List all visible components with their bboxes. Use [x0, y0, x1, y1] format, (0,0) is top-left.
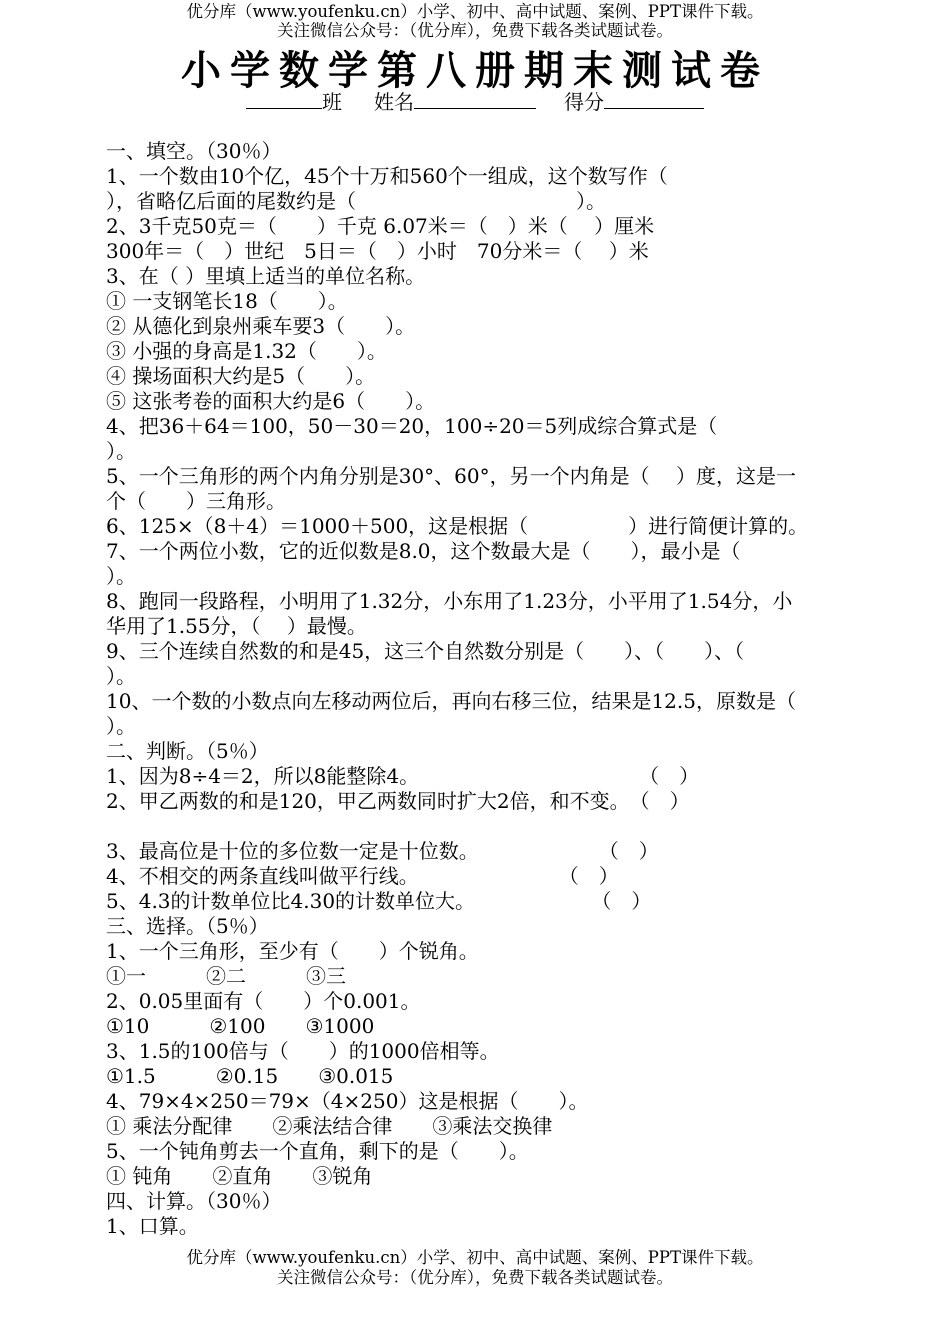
question-line: 华用了1.55分，（ ）最慢。: [106, 614, 367, 638]
question-line: ）。: [106, 564, 136, 588]
question-line: 5、一个钝角剪去一个直角，剩下的是（ ）。: [106, 1139, 529, 1163]
class-label: 班: [322, 90, 342, 114]
question-line: 8、跑同一段路程，小明用了1.32分，小东用了1.23分，小平用了1.54分，小: [106, 589, 793, 613]
question-line: 9、三个连续自然数的和是45，这三个自然数分别是（ ）、（ ）、（: [106, 639, 745, 663]
question-line: 3、最高位是十位的多位数一定是十位数。 （ ）: [106, 839, 659, 863]
option-line: ①1.5 ②0.15 ③0.015: [106, 1064, 394, 1088]
question-line: ③ 小强的身高是1.32（ ）。: [106, 339, 387, 363]
question-line: 4、把36＋64＝100，50－30＝20，100÷20＝5列成综合算式是（: [106, 414, 718, 438]
question-line: 2、0.05里面有（ ）个0.001。: [106, 989, 421, 1013]
question-line: ⑤ 这张考卷的面积大约是6（ ）。: [106, 389, 436, 413]
question-line: 7、一个两位小数，它的近似数是8.0，这个数最大是（ ），最小是（: [106, 539, 741, 563]
section-heading: 三、选择。（5％）: [106, 914, 269, 938]
section-heading: 二、判断。（5％）: [106, 739, 269, 763]
question-line: 5、4.3的计数单位比4.30的计数单位大。 （ ）: [106, 889, 652, 913]
question-line: 4、79×4×250＝79×（4×250）这是根据（ ）。: [106, 1089, 589, 1113]
question-line: 2、3千克50克＝（ ）千克 6.07米＝（ ）米（ ）厘米: [106, 214, 655, 238]
option-line: ①一 ②二 ③三: [106, 964, 346, 988]
option-line: ① 乘法分配律 ②乘法结合律 ③乘法交换律: [106, 1114, 553, 1138]
question-line: ④ 操场面积大约是5（ ）。: [106, 364, 376, 388]
question-line: 300年＝（ ）世纪 5日＝（ ）小时 70分米＝（ ）米: [106, 239, 649, 263]
section-heading: 一、填空。（30％）: [106, 139, 282, 163]
question-line: 6、125×（8＋4）＝1000＋500，这是根据（ ）进行简便计算的。: [106, 514, 809, 538]
score-label: 得分: [564, 90, 604, 114]
question-line: ），省略亿后面的尾数约是（ ）。: [106, 189, 606, 213]
header-line-1: 优分库（www.youfenku.cn）小学、初中、高中试题、案例、PPT课件下载。: [186, 2, 764, 21]
question-line: 5、一个三角形的两个内角分别是30°、60°，另一个内角是（ ）度，这是一: [106, 464, 796, 488]
question-line: ① 一支钢笔长18（ ）。: [106, 289, 348, 313]
question-line: 1、一个数由10个亿，45个十万和560个一组成，这个数写作（: [106, 164, 668, 188]
question-line: ）。: [106, 439, 136, 463]
question-line: 4、不相交的两条直线叫做平行线。 （ ）: [106, 864, 619, 888]
student-info-row: [0, 90, 950, 114]
header-line-2: 关注微信公众号：（优分库），免费下载各类试题试卷。: [277, 21, 673, 40]
question-line: ）。: [106, 714, 136, 738]
page-title: 小学数学第八册期末测试卷: [181, 48, 769, 94]
footer-line-1: 优分库（www.youfenku.cn）小学、初中、高中试题、案例、PPT课件下载。: [186, 1248, 764, 1267]
option-line: ① 钝角 ②直角 ③锐角: [106, 1164, 373, 1188]
footer-line-2: 关注微信公众号：（优分库），免费下载各类试题试卷。: [277, 1268, 673, 1287]
class-blank: [246, 90, 322, 109]
name-label: 姓名: [374, 90, 414, 114]
question-line: 3、在（ ）里填上适当的单位名称。: [106, 264, 426, 288]
question-line: 2、甲乙两数的和是120，甲乙两数同时扩大2倍，和不变。 （ ）: [106, 789, 690, 813]
question-line: ② 从德化到泉州乘车要3（ ）。: [106, 314, 416, 338]
section-heading: 四、计算。（30％）: [106, 1189, 282, 1213]
question-line: 1、口算。: [106, 1214, 199, 1238]
question-line: 10、一个数的小数点向左移动两位后，再向右移三位，结果是12.5，原数是（: [106, 689, 796, 713]
question-line: ）。: [106, 664, 136, 688]
score-blank: [604, 90, 704, 109]
name-blank: [414, 90, 536, 109]
option-line: ①10 ②100 ③1000: [106, 1014, 375, 1038]
question-line: 1、因为8÷4＝2，所以8能整除4。 （ ）: [106, 764, 700, 788]
question-line: 个（ ）三角形。: [106, 489, 286, 513]
question-line: 3、1.5的100倍与（ ）的1000倍相等。: [106, 1039, 500, 1063]
question-line: 1、一个三角形，至少有（ ）个锐角。: [106, 939, 479, 963]
